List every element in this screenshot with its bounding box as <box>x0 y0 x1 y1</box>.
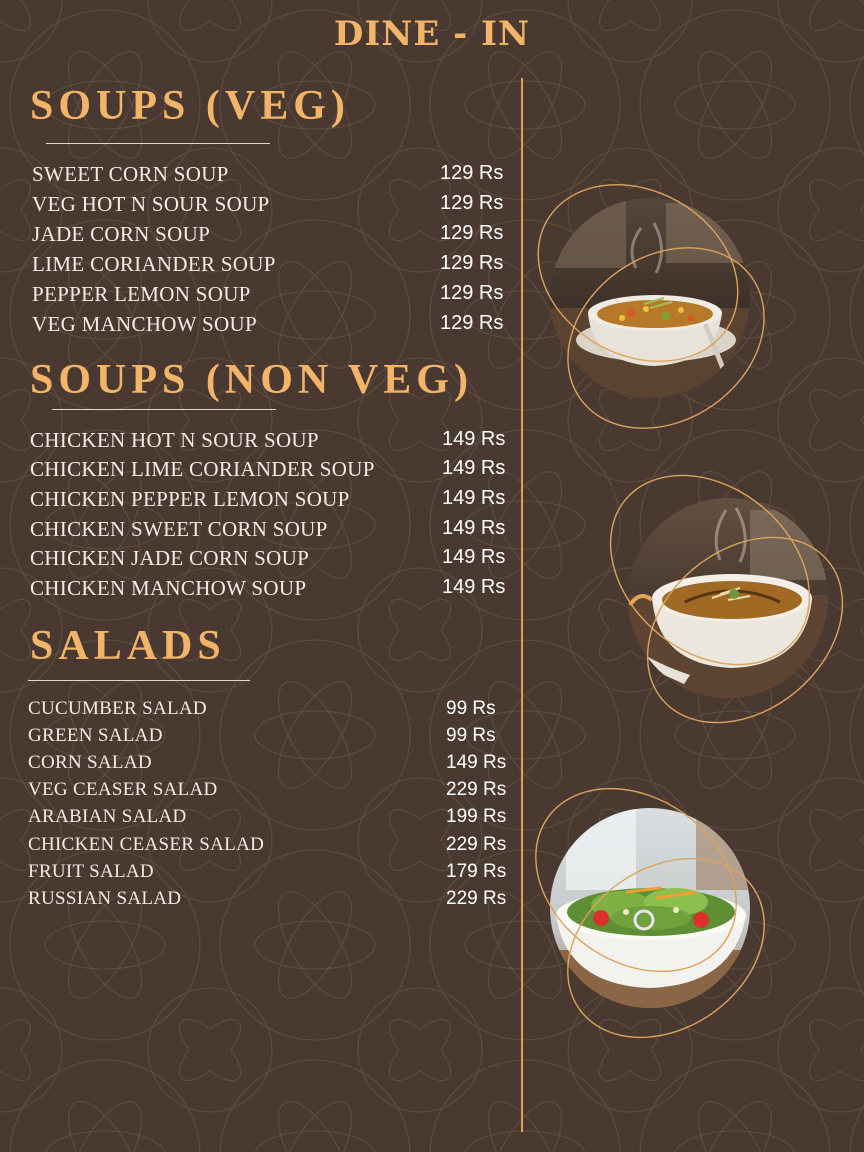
item-name: ARABIAN SALAD <box>28 806 187 827</box>
item-price: 149 Rs <box>442 487 506 509</box>
section-title-soups-veg: SOUPS (VEG) <box>30 83 350 129</box>
item-name: GREEN SALAD <box>28 725 163 746</box>
item-price: 179 Rs <box>446 861 507 882</box>
item-price: 229 Rs <box>446 834 507 855</box>
item-price: 129 Rs <box>440 282 504 304</box>
item-name: LIME CORIANDER SOUP <box>32 252 276 276</box>
item-name: VEG HOT N SOUR SOUP <box>32 192 270 216</box>
item-price: 129 Rs <box>440 312 504 334</box>
item-price: 99 Rs <box>446 698 496 719</box>
item-price: 99 Rs <box>446 725 496 746</box>
item-price: 129 Rs <box>440 162 504 184</box>
item-name: CHICKEN JADE CORN SOUP <box>30 546 310 570</box>
item-name: CORN SALAD <box>28 752 152 773</box>
item-price: 229 Rs <box>446 888 507 909</box>
item-name: CUCUMBER SALAD <box>28 698 207 719</box>
chicken-soup-photo <box>600 470 852 726</box>
item-name: CHICKEN CEASER SALAD <box>28 834 265 855</box>
item-name: FRUIT SALAD <box>28 861 154 882</box>
item-name: CHICKEN LIME CORIANDER SOUP <box>30 457 375 481</box>
item-price: 149 Rs <box>442 517 506 539</box>
item-price: 229 Rs <box>446 779 507 800</box>
item-name: CHICKEN HOT N SOUR SOUP <box>30 428 319 452</box>
section-underline <box>52 409 276 410</box>
item-name: JADE CORN SOUP <box>32 222 211 246</box>
vertical-divider <box>521 78 523 1132</box>
item-price: 199 Rs <box>446 806 507 827</box>
section-underline <box>46 143 270 144</box>
veg-soup-photo <box>526 178 776 432</box>
item-price: 149 Rs <box>442 546 506 568</box>
item-name: PEPPER LEMON SOUP <box>32 282 251 306</box>
item-name: CHICKEN SWEET CORN SOUP <box>30 517 328 541</box>
section-underline <box>28 680 250 681</box>
item-price: 149 Rs <box>446 752 507 773</box>
item-name: RUSSIAN SALAD <box>28 888 182 909</box>
section-title-salads: SALADS <box>30 623 226 669</box>
salad-photo <box>526 780 776 1042</box>
section-title-soups-nonveg: SOUPS (NON VEG) <box>30 357 473 403</box>
item-name: VEG MANCHOW SOUP <box>32 312 257 336</box>
item-price: 129 Rs <box>440 192 504 214</box>
item-name: VEG CEASER SALAD <box>28 779 218 800</box>
item-price: 149 Rs <box>442 576 506 598</box>
item-name: CHICKEN MANCHOW SOUP <box>30 576 307 600</box>
page-title: DINE - IN <box>333 14 531 54</box>
item-price: 129 Rs <box>440 222 504 244</box>
item-price: 129 Rs <box>440 252 504 274</box>
item-price: 149 Rs <box>442 457 506 479</box>
item-price: 149 Rs <box>442 428 506 450</box>
item-name: CHICKEN PEPPER LEMON SOUP <box>30 487 350 511</box>
item-name: SWEET CORN SOUP <box>32 162 229 186</box>
